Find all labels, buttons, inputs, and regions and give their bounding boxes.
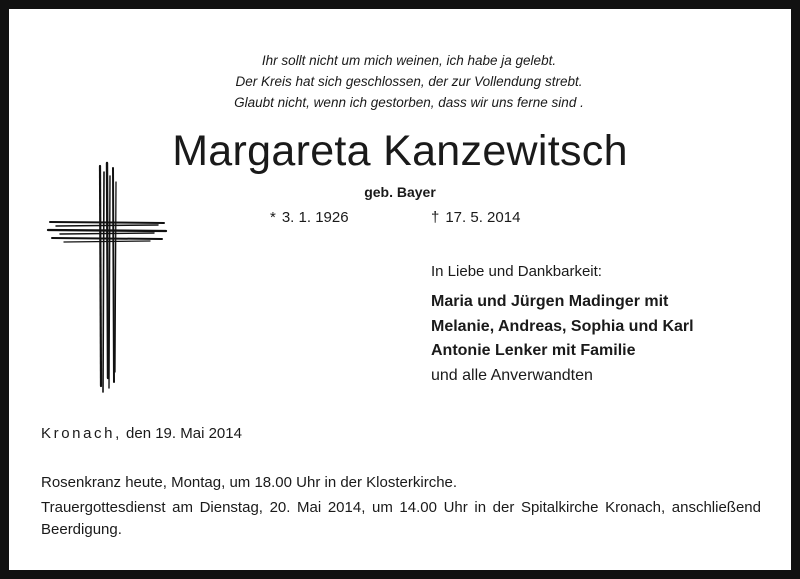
thanks-intro: In Liebe und Dankbarkeit:: [431, 263, 602, 280]
death-dagger-icon: †: [431, 209, 440, 226]
rosary-notice: Rosenkranz heute, Montag, um 18.00 Uhr in der Klosterkirche.: [41, 474, 458, 491]
death-date-value: 17. 5. 2014: [445, 209, 521, 226]
mourner-line: Antonie Lenker mit Familie: [431, 342, 636, 359]
poem-line: Glaubt nicht, wenn ich gestorben, dass wir uns ferne sind .: [234, 95, 584, 110]
poem-line: Der Kreis hat sich geschlossen, der zur Vollendung strebt.: [235, 74, 583, 89]
place-name: Kronach,: [41, 425, 122, 442]
poem: [109, 50, 709, 113]
place-date: [41, 424, 242, 444]
deceased-name: Margareta Kanzewitsch: [172, 127, 628, 175]
notice-date: den 19. Mai 2014: [126, 425, 242, 442]
birth-date: [270, 208, 349, 228]
cross-icon: [46, 160, 170, 396]
maiden-name: geb. Bayer: [364, 184, 436, 200]
birth-star-icon: *: [270, 209, 276, 226]
mourner-closing: und alle Anverwandten: [431, 366, 593, 384]
birth-date-value: 3. 1. 1926: [281, 209, 349, 226]
mourner-line: Melanie, Andreas, Sophia und Karl: [431, 317, 694, 335]
poem-line: Ihr sollt nicht um mich weinen, ich habe ja gelebt.: [261, 53, 557, 68]
mourner-line: Maria und Jürgen Madinger mit: [431, 293, 669, 310]
death-date: [431, 208, 520, 228]
service-notice: [41, 472, 761, 541]
mourners-list: [431, 290, 694, 388]
funeral-notice: Trauergottesdienst am Dienstag, 20. Mai 2014, um 14.00 Uhr in der Spitalkirche Kronach, anschließend Beerdigung.: [41, 499, 761, 538]
